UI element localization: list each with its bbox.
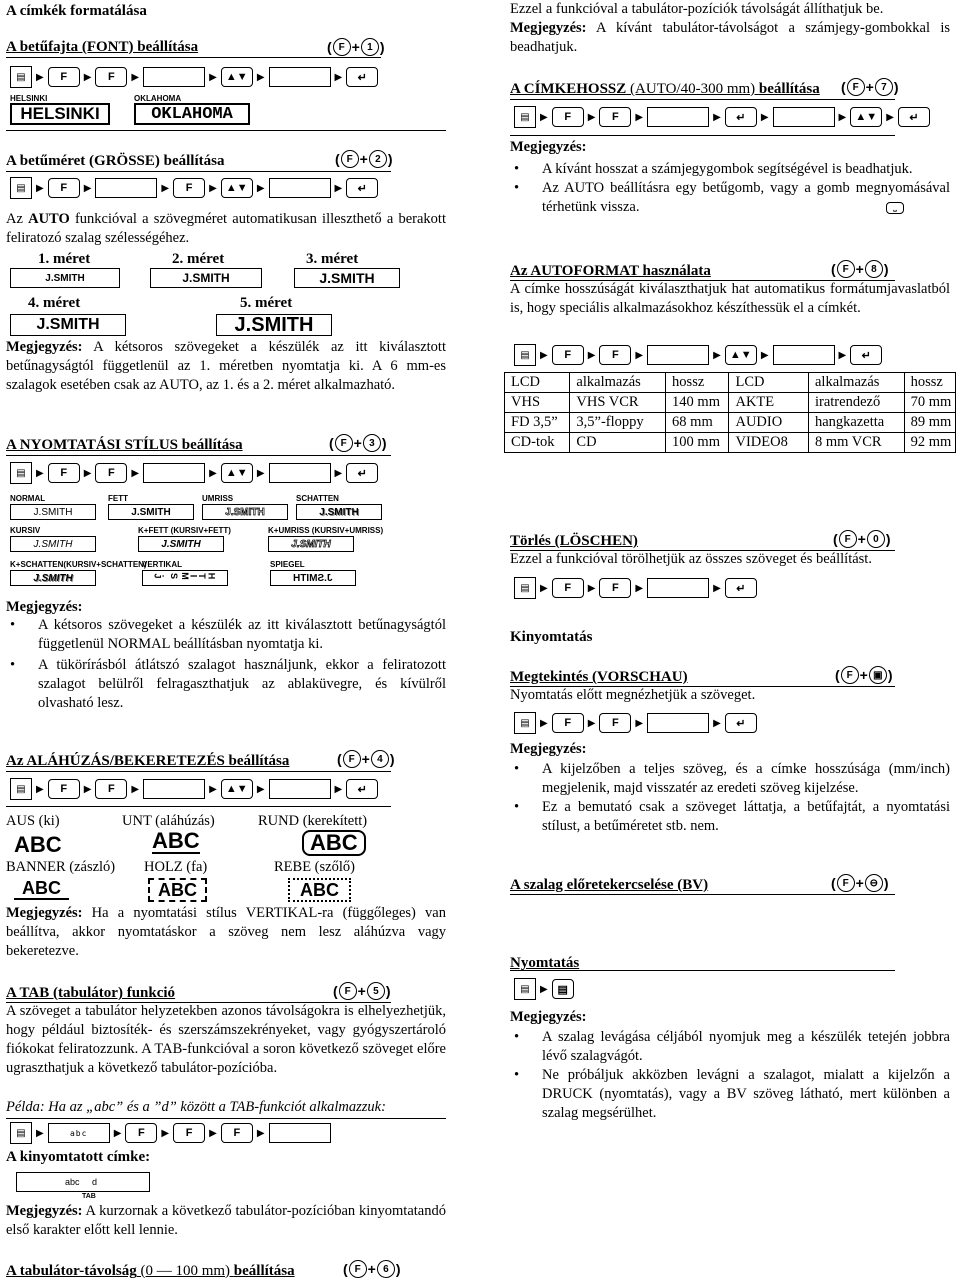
- enter-key-icon: ↵: [346, 67, 378, 87]
- divider: [510, 970, 895, 971]
- f-key-icon: F: [552, 713, 584, 733]
- f-key-icon: F: [48, 178, 80, 198]
- delete-heading: Törlés (LÖSCHEN): [510, 533, 638, 549]
- table-cell: VHS: [505, 393, 570, 413]
- underline-shortcut: ( F + 4 ): [337, 751, 395, 767]
- size-shortcut: ( F + 2 ): [335, 151, 393, 167]
- printer-icon: ▤: [10, 66, 32, 88]
- f-key-icon: F: [599, 578, 631, 598]
- sample-abc-aus: ABC: [14, 832, 62, 857]
- f-key-icon: F: [552, 345, 584, 365]
- tab-paragraph: A szöveget a tabulátor helyzetekben azonos távolságokra is elhelyezhetjük, hogy például biztosíték- és szerszámszekrényeket, vagy gyógyszertároló fiókokat feliratozzunk. A TAB-funkcióval a soron következő szöveget előre ugraszthatjuk a következő tabulátor-pozícióba.: [6, 1003, 446, 1076]
- sample-label-size-3: J.SMITH: [294, 268, 400, 288]
- font-key-sequence: ▤ ▶ F ▶ F ▶ ▶ ▲▼ ▶ ▶ ↵: [10, 66, 378, 88]
- size-label-1: 1. méret: [38, 251, 91, 267]
- lcd-display: [647, 345, 709, 365]
- preview-paragraph: Nyomtatás előtt megnézhetjük a szöveget.: [510, 687, 756, 703]
- table-header-cell: hossz: [666, 373, 729, 393]
- divider: [6, 806, 391, 807]
- style-note-bullets: [6, 616, 446, 713]
- tabdist-intro: Ezzel a funkcióval a tabulátor-pozíciók távolságát állíthatjuk be.: [510, 1, 884, 17]
- sample-label-size-4: J.SMITH: [10, 314, 126, 336]
- autoformat-key-sequence: ▤ ▶ F ▶ F ▶ ▶ ▲▼ ▶ ▶ ↵: [514, 344, 882, 366]
- table-cell: AKTE: [729, 393, 809, 413]
- tabdist-shortcut: ( F + 6 ): [343, 1261, 401, 1277]
- table-header-cell: alkalmazás: [570, 373, 666, 393]
- enter-key-icon: ↵: [898, 107, 930, 127]
- bullet-item: • A kijelzőben a teljes szöveg, és a címke hosszúsága (mm/inch) megjelenik, majd visszatér az eredeti szöveg kijelzése.: [510, 760, 950, 798]
- style-name-schatten: SCHATTEN: [296, 494, 339, 503]
- style-name-fett: FETT: [108, 494, 128, 503]
- preview-shortcut: ( F + ▣ ): [835, 667, 893, 683]
- underline-option-unt: UNT (aláhúzás): [122, 813, 215, 829]
- table-cell: 140 mm: [666, 393, 729, 413]
- style-name-kumriss: K+UMRISS (KURSIV+UMRISS): [268, 526, 384, 535]
- style-sample-normal: J.SMITH: [10, 504, 96, 520]
- bullet-item: • Az AUTO beállításra egy betűgomb, vagy a gomb megnyomásával térhetünk vissza.: [510, 179, 950, 217]
- f-key-icon: F: [48, 67, 80, 87]
- table-cell: 92 mm: [904, 433, 955, 453]
- style-sample-kumriss: J.SMITH: [268, 536, 354, 552]
- printing-key-sequence: ▤ ▶ ▤: [514, 978, 574, 1000]
- printer-icon: ▤: [514, 577, 536, 599]
- f-key-icon: F: [599, 345, 631, 365]
- underline-option-aus: AUS (ki): [6, 813, 60, 829]
- table-cell: CD: [570, 433, 666, 453]
- style-name-kschatten: K+SCHATTEN(KURSIV+SCHATTEN): [10, 560, 147, 569]
- underline-note: Megjegyzés: Ha a nyomtatási stílus VERTIKAL-ra (függőleges) van beállítva, akkor nyomtatáskor a szöveg nem lesz aláhúzva vagy bekeretezve.: [6, 905, 446, 959]
- lcd-display: [647, 107, 709, 127]
- style-key-sequence: ▤ ▶ F ▶ F ▶ ▶ ▲▼ ▶ ▶ ↵: [10, 462, 378, 484]
- size-label-5: 5. méret: [240, 295, 293, 311]
- print-section-title: Kinyomtatás: [510, 629, 593, 645]
- table-cell: hangkazetta: [808, 413, 904, 433]
- f-key-icon: F: [552, 107, 584, 127]
- divider: [6, 57, 381, 58]
- underline-option-banner: BANNER (zászló): [6, 859, 116, 875]
- table-header-cell: hossz: [904, 373, 955, 393]
- size-note: Megjegyzés: A kétsoros szövegeket a készülék az itt kiválasztott betűnagyságtól függetlenül az 1. méretben nyomtatja ki. A 6 mm-es szalagok esetében csak az AUTO, az 1. és a 2. méret alkalmazható.: [6, 339, 446, 393]
- style-name-kfett: K+FETT (KURSIV+FETT): [138, 526, 231, 535]
- table-cell: AUDIO: [729, 413, 809, 433]
- printer-icon: ▤: [514, 978, 536, 1000]
- table-cell: iratrendező: [808, 393, 904, 413]
- f-key-icon: F: [599, 713, 631, 733]
- enter-key-icon: ↵: [346, 178, 378, 198]
- style-sample-vertikal: J . S M I T H: [142, 570, 228, 586]
- tabdist-heading: A tabulátor-távolság (0 — 100 mm) beállítása: [6, 1263, 295, 1279]
- divider: [510, 99, 895, 100]
- table-row: [505, 433, 956, 453]
- autoformat-paragraph: A címke hosszúságát kiválaszthatjuk hat automatikus formátumjavaslatból is, hogy speciális alkalmazásokhoz készíthessük el a címkét.: [510, 281, 950, 316]
- lcd-display: [269, 463, 331, 483]
- lcd-display: [143, 463, 205, 483]
- style-sample-fett: J.SMITH: [108, 504, 194, 520]
- lcd-display: [647, 713, 709, 733]
- table-cell: 3,5”-floppy: [570, 413, 666, 433]
- style-name-spiegel: SPIEGEL: [270, 560, 305, 569]
- table-cell: 100 mm: [666, 433, 729, 453]
- underline-option-holz: HOLZ (fa): [144, 859, 208, 875]
- printer-icon: ▤: [10, 1122, 32, 1144]
- sample-label-size-5: J.SMITH: [216, 314, 332, 336]
- enter-key-icon: ↵: [725, 578, 757, 598]
- lcd-display: [95, 178, 157, 198]
- sample-label-size-1: J.SMITH: [10, 268, 120, 288]
- table-header-row: [505, 373, 956, 393]
- sample-label-helsinki: HELSINKI: [10, 103, 110, 125]
- sample-abc-unt: ABC: [152, 828, 200, 853]
- style-name-vertikal: VERTIKAL: [142, 560, 182, 569]
- space-key-icon: ⎵: [886, 202, 904, 214]
- size-label-3: 3. méret: [306, 251, 359, 267]
- underline-option-rebe: REBE (szőlő): [274, 859, 355, 875]
- table-row: [505, 413, 956, 433]
- printer-icon: ▤: [10, 177, 32, 199]
- enter-key-icon: ↵: [850, 345, 882, 365]
- style-sample-kfett: J.SMITH: [138, 536, 224, 552]
- f-key-icon: F: [95, 463, 127, 483]
- delete-shortcut: ( F + 0 ): [833, 531, 891, 547]
- sample-label-size-2: J.SMITH: [150, 268, 262, 288]
- bullet-item: • Ez a bemutató csak a szöveget láttatja, a betűfajtát, a nyomtatási stílust, a betűméretet stb. nem.: [510, 798, 950, 836]
- table-header-cell: LCD: [505, 373, 570, 393]
- style-sample-spiegel: J.SMITH: [270, 570, 356, 586]
- delete-key-sequence: ▤ ▶ F ▶ F ▶ ▶ ↵: [514, 577, 757, 599]
- tabdist-note: Megjegyzés: A kívánt tabulátor-távolságot a számjegy-gombokkal is beadhatjuk.: [510, 20, 950, 55]
- bullet-item: • A tükörírásból átlátszó szalagot használjunk, ekkor a feliratozott szalagot belülről felragaszthatjuk az ablaküvegre, és kívülről olvasható lesz.: [6, 656, 446, 713]
- f-key-icon: F: [552, 578, 584, 598]
- arrow-key-icon: ▲▼: [850, 107, 882, 127]
- enter-key-icon: ↵: [346, 779, 378, 799]
- lcd-display: [269, 67, 331, 87]
- underline-option-rund: RUND (kerekített): [258, 813, 368, 829]
- table-header-cell: alkalmazás: [808, 373, 904, 393]
- autoformat-shortcut: ( F + 8 ): [831, 261, 889, 277]
- lcd-display: [773, 107, 835, 127]
- enter-key-icon: ↵: [346, 463, 378, 483]
- bullet-item: • A kívánt hosszat a számjegygombok segítségével is beadhatjuk.: [510, 160, 950, 179]
- divider: [6, 771, 391, 772]
- length-heading: A CÍMKEHOSSZ (AUTO/40-300 mm) beállítása: [510, 81, 820, 97]
- left-column: [6, 0, 446, 1280]
- tab-heading: A TAB (tabulátor) funkció: [6, 985, 176, 1001]
- sample-caption: HELSINKI: [10, 94, 48, 103]
- f-key-icon: F: [125, 1123, 157, 1143]
- f-key-icon: F: [95, 779, 127, 799]
- printing-note-bullets: [510, 1028, 950, 1123]
- table-cell: FD 3,5”: [505, 413, 570, 433]
- table-row: [505, 393, 956, 413]
- arrow-key-icon: ▲▼: [221, 463, 253, 483]
- style-sample-umriss: J.SMITH: [202, 504, 288, 520]
- delete-paragraph: Ezzel a funkcióval törölhetjük az összes szöveget és beállítást.: [510, 551, 872, 567]
- autoformat-table: [504, 372, 956, 453]
- table-cell: 89 mm: [904, 413, 955, 433]
- table-cell: VIDEO8: [729, 433, 809, 453]
- preview-note-bullets: [510, 760, 950, 836]
- feed-key-icon: ⊖: [865, 874, 883, 892]
- sample-caption: OKLAHOMA: [134, 94, 182, 103]
- f-key-icon: F: [221, 1123, 253, 1143]
- size-paragraph: Az AUTO funkcióval a szövegméret automatikusan illeszthető a berakott feliratozó szalag szélességéhez.: [6, 211, 446, 246]
- divider: [6, 130, 446, 131]
- table-cell: 8 mm VCR: [808, 433, 904, 453]
- printing-heading: Nyomtatás: [510, 955, 580, 971]
- lcd-display: [647, 578, 709, 598]
- f-key-icon: F: [173, 1123, 205, 1143]
- tab-printed-label: abc d: [16, 1172, 150, 1192]
- style-sample-schatten: J.SMITH: [296, 504, 382, 520]
- size-label-2: 2. méret: [172, 251, 225, 267]
- bullet-item: • Ne próbáljuk akközben levágni a szalagot, mialatt a kijelzőn a DRUCK (nyomtatás), vagy a BV szöveg látható, mert különben a szalag megsérülhet.: [510, 1066, 950, 1123]
- printer-icon: ▤: [514, 344, 536, 366]
- preview-note-label: Megjegyzés:: [510, 741, 587, 757]
- printing-note-label: Megjegyzés:: [510, 1009, 587, 1025]
- divider: [6, 171, 391, 172]
- font-heading: A betűfajta (FONT) beállítása: [6, 39, 199, 55]
- f-key-icon: F: [48, 463, 80, 483]
- divider: [510, 135, 895, 136]
- lcd-display: [269, 1123, 331, 1143]
- style-name-kursiv: KURSIV: [10, 526, 41, 535]
- preview-key-icon: ▣: [869, 666, 887, 684]
- preview-key-sequence: ▤ ▶ F ▶ F ▶ ▶ ↵: [514, 712, 757, 734]
- arrow-key-icon: ▲▼: [725, 345, 757, 365]
- right-column: [510, 0, 950, 1280]
- enter-key-icon: ↵: [725, 713, 757, 733]
- sample-label-oklahoma: OKLAHOMA: [134, 103, 250, 125]
- font-shortcut: ( F + 1 ): [327, 39, 385, 55]
- divider: [6, 1118, 446, 1119]
- printer-icon: ▤: [10, 778, 32, 800]
- underline-key-sequence: ▤ ▶ F ▶ F ▶ ▶ ▲▼ ▶ ▶ ↵: [10, 778, 378, 800]
- arrow-key-icon: ▲▼: [221, 178, 253, 198]
- f-key-icon: F: [95, 67, 127, 87]
- sample-abc-rebe: ABC: [288, 878, 351, 902]
- feed-shortcut: ( F + ⊖ ): [831, 875, 889, 891]
- f-key-icon: F: [599, 107, 631, 127]
- sample-abc-rund: ABC: [302, 830, 366, 856]
- lcd-display: abc: [48, 1123, 110, 1143]
- lcd-display: [269, 178, 331, 198]
- printer-icon: ▤: [10, 462, 32, 484]
- tab-key-sequence: ▤ ▶ abc ▶ F ▶ F ▶ F ▶: [10, 1122, 331, 1144]
- bullet-item: • A kétsoros szövegeket a készülék az itt kiválasztott betűnagyságtól függetlenül NORMAL beállításban nyomtatja ki.: [6, 616, 446, 654]
- preview-heading: Megtekintés (VORSCHAU): [510, 669, 688, 685]
- arrow-key-icon: ▲▼: [221, 779, 253, 799]
- lcd-display: [143, 779, 205, 799]
- lcd-display: [269, 779, 331, 799]
- tab-shortcut: ( F + 5 ): [333, 983, 391, 999]
- lcd-display: [773, 345, 835, 365]
- f-key-icon: F: [173, 178, 205, 198]
- autoformat-heading: Az AUTOFORMAT használata: [510, 263, 711, 279]
- length-key-sequence: ▤ ▶ F ▶ F ▶ ▶ ↵ ▶ ▶ ▲▼ ▶ ↵: [514, 106, 930, 128]
- tab-example: Példa: Ha az „abc” és a ”d” között a TAB-funkciót alkalmazzuk:: [6, 1099, 386, 1115]
- style-name-umriss: UMRISS: [202, 494, 234, 503]
- table-cell: VHS VCR: [570, 393, 666, 413]
- tab-tag: TAB: [82, 1193, 96, 1200]
- style-heading: A NYOMTATÁSI STÍLUS beállítása: [6, 437, 243, 453]
- table-cell: CD-tok: [505, 433, 570, 453]
- table-cell: 68 mm: [666, 413, 729, 433]
- enter-key-icon: ↵: [725, 107, 757, 127]
- length-shortcut: ( F + 7 ): [841, 79, 899, 95]
- style-sample-kschatten: J.SMITH: [10, 570, 96, 586]
- printer-icon: ▤: [514, 106, 536, 128]
- section-title: A címkék formatálása: [6, 3, 147, 19]
- style-sample-kursiv: J.SMITH: [10, 536, 96, 552]
- size-key-sequence: ▤ ▶ F ▶ ▶ F ▶ ▲▼ ▶ ▶ ↵: [10, 177, 378, 199]
- sample-abc-holz: ABC: [148, 878, 207, 902]
- size-label-4: 4. méret: [28, 295, 81, 311]
- print-key-icon: ▤: [552, 979, 574, 999]
- tab-note: Megjegyzés: A kurzornak a következő tabulátor-pozícióban kinyomtatandó első karakter előtt kell lennie.: [6, 1203, 446, 1238]
- length-note-label: Megjegyzés:: [510, 139, 587, 155]
- table-cell: 70 mm: [904, 393, 955, 413]
- style-name-normal: NORMAL: [10, 494, 46, 503]
- printer-icon: ▤: [514, 712, 536, 734]
- f-key-icon: F: [48, 779, 80, 799]
- feed-heading: A szalag előretekercselése (BV): [510, 877, 709, 893]
- tab-printed-label-title: A kinyomtatott címke:: [6, 1149, 151, 1165]
- table-header-cell: LCD: [729, 373, 809, 393]
- style-shortcut: ( F + 3 ): [329, 435, 387, 451]
- style-note-label: Megjegyzés:: [6, 599, 83, 615]
- underline-heading: Az ALÁHÚZÁS/BEKERETEZÉS beállítása: [6, 753, 290, 769]
- arrow-key-icon: ▲▼: [221, 67, 253, 87]
- size-heading: A betűméret (GRÖSSE) beállítása: [6, 153, 225, 169]
- sample-abc-banner: ABC: [14, 878, 69, 900]
- divider: [6, 455, 391, 456]
- bullet-item: • A szalag levágása céljából nyomjuk meg a készülék tetején jobbra lévő szalagvágót.: [510, 1028, 950, 1066]
- length-note-bullets: [510, 160, 950, 217]
- lcd-display: [143, 67, 205, 87]
- divider: [510, 894, 895, 895]
